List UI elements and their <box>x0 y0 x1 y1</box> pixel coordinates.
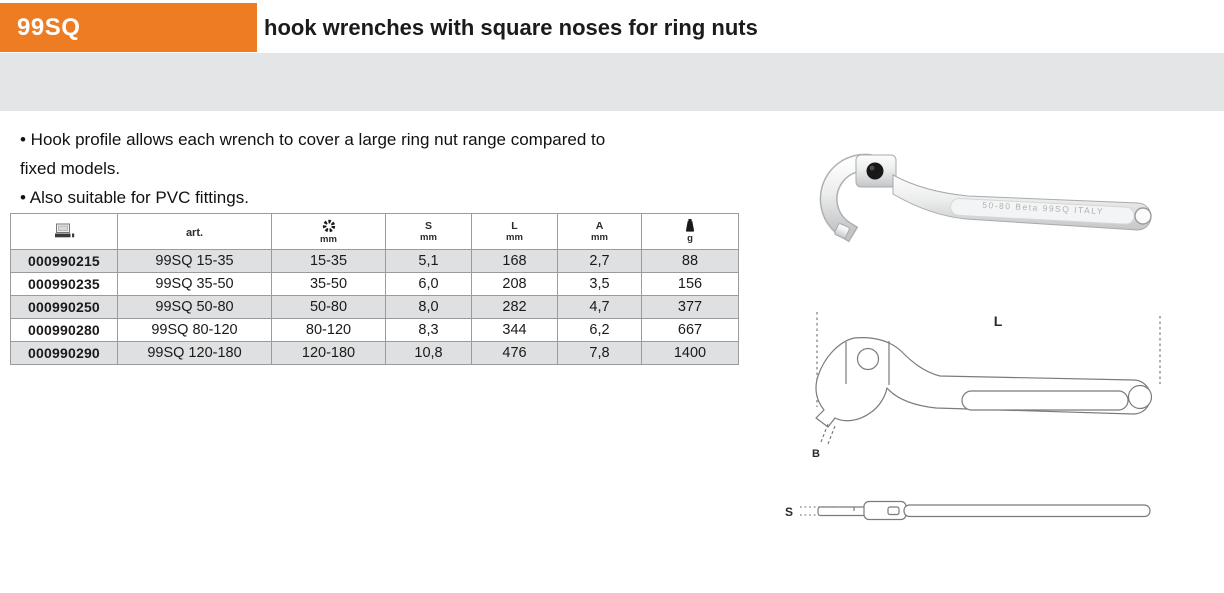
col-header-range <box>272 214 386 250</box>
page-title: hook wrenches with square noses for ring nuts <box>264 15 758 40</box>
cell-weight: 156 <box>642 273 739 296</box>
cell-a: 2,7 <box>558 250 642 273</box>
product-code: 99SQ <box>17 14 81 41</box>
col-sub-weight: g <box>687 233 693 244</box>
barcode-icon <box>53 223 75 239</box>
cell-a: 3,5 <box>558 273 642 296</box>
profile-clevis <box>864 502 906 520</box>
cell-code: 000990235 <box>11 273 118 296</box>
cell-code: 000990215 <box>11 250 118 273</box>
cell-s: 6,0 <box>386 273 472 296</box>
cell-range: 15-35 <box>272 250 386 273</box>
photo-etching-text: 50-80 Beta 99SQ ITALY <box>982 199 1105 217</box>
cell-l: 344 <box>472 319 558 342</box>
drawing-handle-slot <box>962 391 1128 410</box>
col-header-l <box>472 214 558 250</box>
photo-pivot <box>856 155 896 187</box>
cell-art: 99SQ 80-120 <box>118 319 272 342</box>
col-sub-s: mm <box>420 232 437 243</box>
cell-a: 4,7 <box>558 296 642 319</box>
ring-nut-icon <box>322 219 336 233</box>
profile-pin <box>888 507 899 515</box>
cell-weight: 667 <box>642 319 739 342</box>
cell-range: 35-50 <box>272 273 386 296</box>
spec-table <box>10 213 739 365</box>
col-header-weight <box>642 214 739 250</box>
photo-pivot-screw <box>867 163 884 180</box>
drawing-end-hole <box>1129 386 1152 409</box>
cell-weight: 377 <box>642 296 739 319</box>
col-header-code <box>11 214 118 250</box>
col-label-a: A <box>595 220 604 232</box>
cell-s: 8,3 <box>386 319 472 342</box>
cell-l: 208 <box>472 273 558 296</box>
technical-drawing-profile <box>776 486 1164 534</box>
col-label-l: L <box>511 220 518 232</box>
col-sub-a: mm <box>591 232 608 243</box>
description-line: fixed models. <box>20 159 121 178</box>
cell-range: 80-120 <box>272 319 386 342</box>
cell-l: 168 <box>472 250 558 273</box>
cell-s: 5,1 <box>386 250 472 273</box>
col-sub-l: mm <box>506 232 523 243</box>
table-row <box>11 250 739 273</box>
dim-leader-b <box>821 424 828 442</box>
weight-icon <box>685 219 695 232</box>
table-row <box>11 342 739 365</box>
product-description <box>20 125 720 212</box>
product-code-block <box>0 3 257 52</box>
table-row <box>11 296 739 319</box>
col-label-art: art. <box>185 226 204 239</box>
dim-label-s: S <box>784 505 794 519</box>
cell-a: 6,2 <box>558 319 642 342</box>
col-header-a <box>558 214 642 250</box>
cell-code: 000990250 <box>11 296 118 319</box>
cell-s: 10,8 <box>386 342 472 365</box>
cell-l: 476 <box>472 342 558 365</box>
photo-handle <box>893 175 1151 230</box>
cell-a: 7,8 <box>558 342 642 365</box>
cell-art: 99SQ 50-80 <box>118 296 272 319</box>
col-header-art <box>118 214 272 250</box>
dim-label-b: B <box>812 448 820 460</box>
table-row <box>11 319 739 342</box>
header-gray-band <box>0 53 1224 111</box>
description-line: • Also suitable for PVC fittings. <box>20 188 249 207</box>
col-label-s: S <box>424 220 432 232</box>
cell-l: 282 <box>472 296 558 319</box>
cell-range: 120-180 <box>272 342 386 365</box>
cell-weight: 1400 <box>642 342 739 365</box>
col-sub-range: mm <box>320 233 337 245</box>
table-row <box>11 273 739 296</box>
cell-weight: 88 <box>642 250 739 273</box>
profile-handle-bar <box>904 505 1150 517</box>
col-header-s <box>386 214 472 250</box>
description-line: • Hook profile allows each wrench to cover a large ring nut range compared to <box>20 130 606 149</box>
dim-label-l: L <box>993 313 1003 329</box>
cell-range: 50-80 <box>272 296 386 319</box>
cell-s: 8,0 <box>386 296 472 319</box>
product-photo <box>798 142 1176 254</box>
cell-code: 000990280 <box>11 319 118 342</box>
technical-drawing-top <box>788 292 1190 474</box>
dim-leader-b <box>828 426 835 444</box>
cell-art: 99SQ 35-50 <box>118 273 272 296</box>
cell-art: 99SQ 120-180 <box>118 342 272 365</box>
cell-art: 99SQ 15-35 <box>118 250 272 273</box>
table-header-row <box>11 214 739 250</box>
drawing-pivot-hole <box>858 349 879 370</box>
photo-handle-hole <box>1135 208 1151 224</box>
cell-code: 000990290 <box>11 342 118 365</box>
